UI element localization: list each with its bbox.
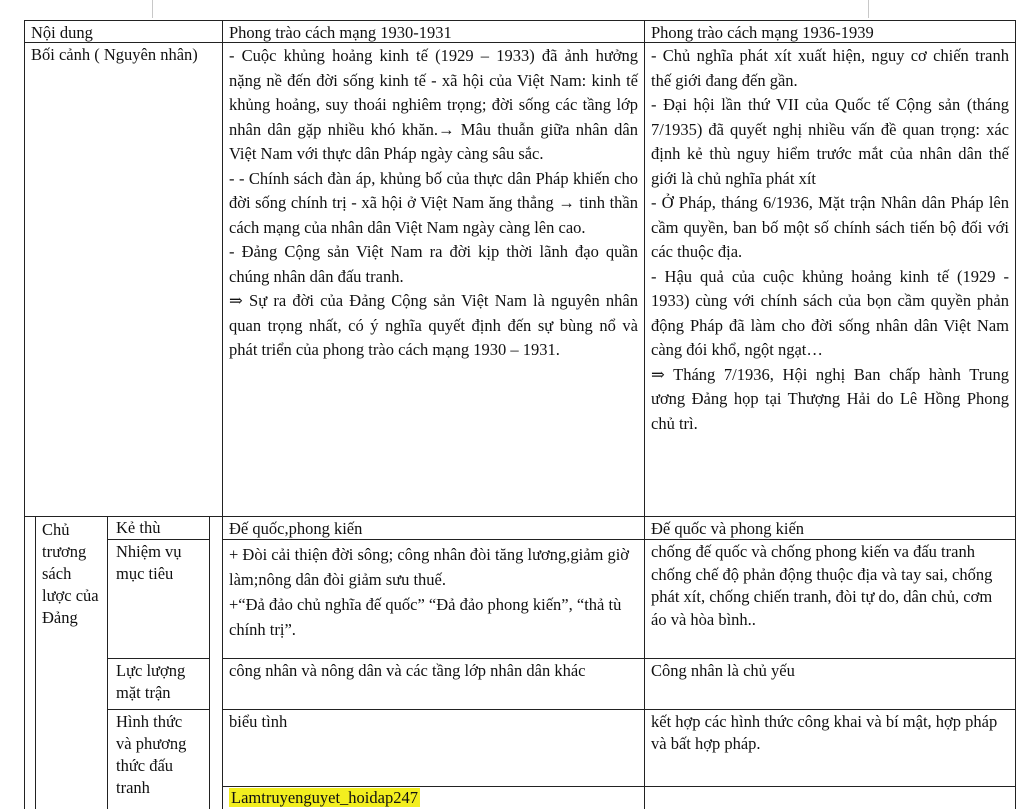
methods-1936: kết hợp các hình thức công khai và bí mật, hợp pháp và bất hợp pháp.: [644, 709, 1016, 787]
context-1930-p3: - Đảng Cộng sản Việt Nam ra đời kịp thời lãnh đạo quần chúng nhân dân đấu tranh.: [229, 242, 638, 286]
context-1936-p3: - Ở Pháp, tháng 6/1936, Mặt trận Nhân dân Pháp lên cầm quyền, ban bố một số chính sách tiến bộ đối với các thuộc địa.: [651, 193, 1009, 261]
policy-label: Chủ trương sách lược của Đảng: [35, 516, 108, 809]
context-label: Bối cảnh ( Nguyên nhân): [24, 42, 223, 517]
mission-1930-line2: +“Đả đảo chủ nghĩa đế quốc” “Đả đảo phong kiến”, “thả tù chính trị”.: [229, 595, 622, 639]
context-1930-p2: - - Chính sách đàn áp, khủng bố của thực dân Pháp khiến cho đời sống chính trị - xã hội ở Việt Nam ăng thẳng → tinh thần cách mạng của nhân dân Việt Nam ngày càng lên cao.: [229, 168, 638, 237]
context-1936-p2: - Đại hội lần thứ VII của Quốc tế Cộng sản (tháng 7/1935) đã quyết nghị nhiều vấn đề quan trọng: xác định kẻ thù nguy hiểm trước mắt của nhân dân thế giới là chủ nghĩa phát xít: [651, 95, 1009, 188]
context-1936-p4: - Hậu quả của cuộc khủng hoảng kinh tế (1929 - 1933) cùng với chính sách của bọn cầm quyền phản động Pháp đã làm cho đời sống nhân dân Việt Nam càng đói khổ, ngột ngạt…: [651, 266, 1009, 359]
watermark-text: Lamtruyenguyet_hoidap247: [231, 788, 418, 807]
mission-1936: chống đế quốc và chống phong kiến va đấu tranh chống chế độ phản động thuộc địa và tay sai, chống phát xít, chống chiến tranh, đòi tự do, dân chủ, cơm áo và hòa bình..: [644, 539, 1016, 659]
row-label-methods: Hình thức và phương thức đấu tranh: [107, 709, 210, 809]
header-content: Nội dung: [24, 20, 223, 43]
row-label-forces: Lực lượng mặt trận: [107, 658, 210, 710]
methods-1930: biểu tình: [222, 709, 645, 787]
context-1936-p5: ⇒ Tháng 7/1936, Hội nghị Ban chấp hành Trung ương Đảng họp tại Thượng Hải do Lê Hồng Phong chủ trì.: [651, 364, 1009, 433]
context-1930: [222, 42, 645, 517]
header-1930: Phong trào cách mạng 1930-1931: [222, 20, 645, 43]
header-1936: Phong trào cách mạng 1936-1939: [644, 20, 1016, 43]
context-1936-p1: - Chủ nghĩa phát xít xuất hiện, nguy cơ chiến tranh thế giới đang đến gần.: [651, 46, 1009, 90]
context-1930-p4: ⇒ Sự ra đời của Đảng Cộng sản Việt Nam là nguyên nhân quan trọng nhất, có ý nghĩa quyết định đến sự bùng nổ và phát triển của phong trào cách mạng 1930 – 1931.: [229, 291, 638, 359]
context-1936: [644, 42, 1016, 517]
enemy-1936: Đế quốc và phong kiến: [644, 516, 1016, 540]
mission-1930: [222, 539, 645, 659]
watermark-cell: [222, 786, 645, 809]
empty-cell: [644, 786, 1016, 809]
row-label-enemy: Kẻ thù: [107, 516, 210, 540]
enemy-1930: Đế quốc,phong kiến: [222, 516, 645, 540]
context-1930-p1: - Cuộc khủng hoảng kinh tế (1929 – 1933) đã ảnh hưởng nặng nề đến đời sống kinh tế - xã hội của Việt Nam: kinh tế khủng hoảng, suy thoái nghiêm trọng; đời sống các tầng lớp nhân dân gặp nhiều khó khăn.→ Mâu thuẫn giữa nhân dân Việt Nam với thực dân Pháp ngày càng sâu sắc.: [229, 46, 638, 163]
row-label-mission: Nhiệm vụ mục tiêu: [107, 539, 210, 659]
mission-1930-line1: + Đòi cải thiện đời sông; công nhân đòi tăng lương,giảm giờ làm;nông dân đòi giảm sưu thuế.: [229, 545, 630, 589]
forces-1930: công nhân và nông dân và các tầng lớp nhân dân khác: [222, 658, 645, 710]
forces-1936: Công nhân là chủ yếu: [644, 658, 1016, 710]
